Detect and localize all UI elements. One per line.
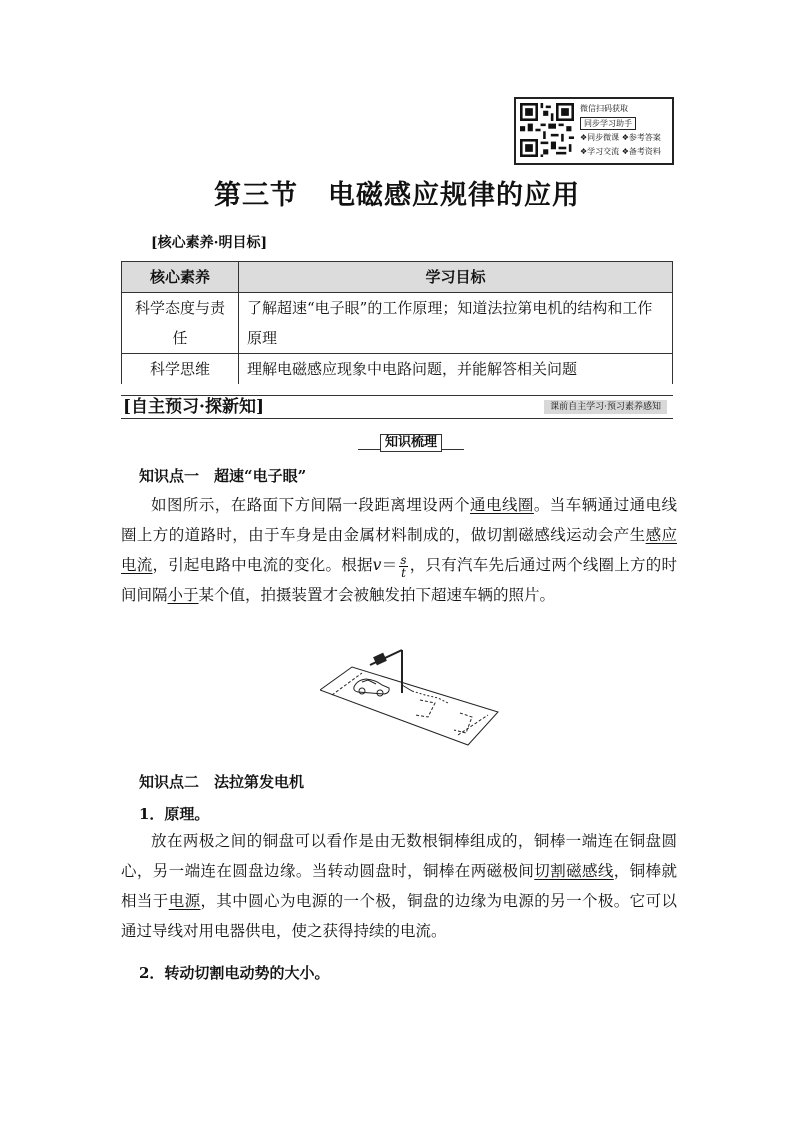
qr-code-box: [514, 97, 674, 165]
formula-equals: ＝: [381, 556, 398, 574]
section-banner: [121, 395, 673, 419]
core-literacy-label: [核心素养·明目标]: [151, 235, 268, 251]
table-row: [122, 354, 673, 385]
formula-fraction: [399, 554, 407, 579]
formula-v: v: [372, 556, 382, 574]
speed-camera-illustration: [320, 645, 500, 750]
section-number: 第三节: [214, 180, 298, 211]
section-title: 电磁感应规律的应用: [328, 180, 580, 211]
point2-heading: 知识点二 法拉第发电机: [139, 773, 305, 791]
table-row: [122, 293, 673, 354]
goals-table: [121, 261, 673, 384]
blank-answer: 电源: [168, 892, 201, 910]
point1-paragraph: 如图所示，在路面下方间隔一段距离埋设两个通电线圈。当车辆通过通电线圈上方的道路时，由于车身是由金属材料制成的，做切割磁感线运动会产生感应电流，引起电路中电流的变化。根据v＝ $\frac{s}{t}$ ，只有汽车先后通过两个线圈上方的时间间隔小于某个值，拍摄装置才会被触发拍下超速车辆的照片。: [121, 496, 677, 604]
knowledge-summary-label: 知识梳理: [380, 434, 442, 452]
table-header-row: [122, 262, 673, 293]
point1-heading: 知识点一 超速“电子眼”: [139, 467, 307, 485]
qr-line-1: 微信扫码获取: [580, 104, 628, 113]
table-header-literacy: 核心素养: [122, 262, 239, 293]
page-title: [0, 173, 794, 212]
table-cell-goal: 理解电磁感应现象中电路问题，并能解答相关问题: [239, 354, 673, 385]
point2-paragraph: 放在两极之间的铜盘可以看作是由无数根铜棒组成的，铜棒一端连在铜盘圆心，另一端连在圆盘边缘。当转动圆盘时，铜棒在两磁极间切割磁感线，铜棒就相当于电源，其中圆心为电源的一个极，铜盘的边缘为电源的另一个极。它可以通过导线对用电器供电，使之获得持续的电流。: [121, 832, 677, 940]
divider: [442, 449, 464, 450]
qr-line-4: ❖学习交流 ❖备考资料: [580, 147, 661, 156]
formula-numerator: s: [400, 552, 407, 567]
qr-code-image[interactable]: [520, 103, 574, 157]
table-cell-goal: 了解超速“电子眼”的工作原理；知道法拉第电机的结构和工作原理: [239, 293, 673, 354]
blank-answer: 感应电流: [121, 526, 677, 574]
table-cell-literacy: 科学态度与责任: [122, 293, 239, 354]
qr-line-3: ❖同步微课 ❖参考答案: [580, 133, 661, 142]
qr-assistant-button[interactable]: 同步学习助手: [580, 117, 636, 130]
divider: [358, 449, 380, 450]
blank-answer: 切割磁感线: [534, 862, 614, 880]
qr-caption: [580, 102, 670, 159]
blank-answer: 小于: [167, 586, 199, 604]
point2-item2: 2．转动切割电动势的大小。: [139, 964, 330, 982]
table-header-goals: 学习目标: [239, 262, 673, 293]
banner-subtitle: 课前自主学习·预习素养感知: [544, 400, 667, 414]
banner-title: [自主预习·探新知]: [123, 397, 265, 417]
table-cell-literacy: 科学思维: [122, 354, 239, 385]
formula-denominator: t: [401, 565, 406, 580]
point2-item1: 1．原理。: [139, 805, 210, 823]
blank-answer: 通电线圈: [470, 496, 534, 514]
knowledge-summary-box: [358, 434, 464, 452]
